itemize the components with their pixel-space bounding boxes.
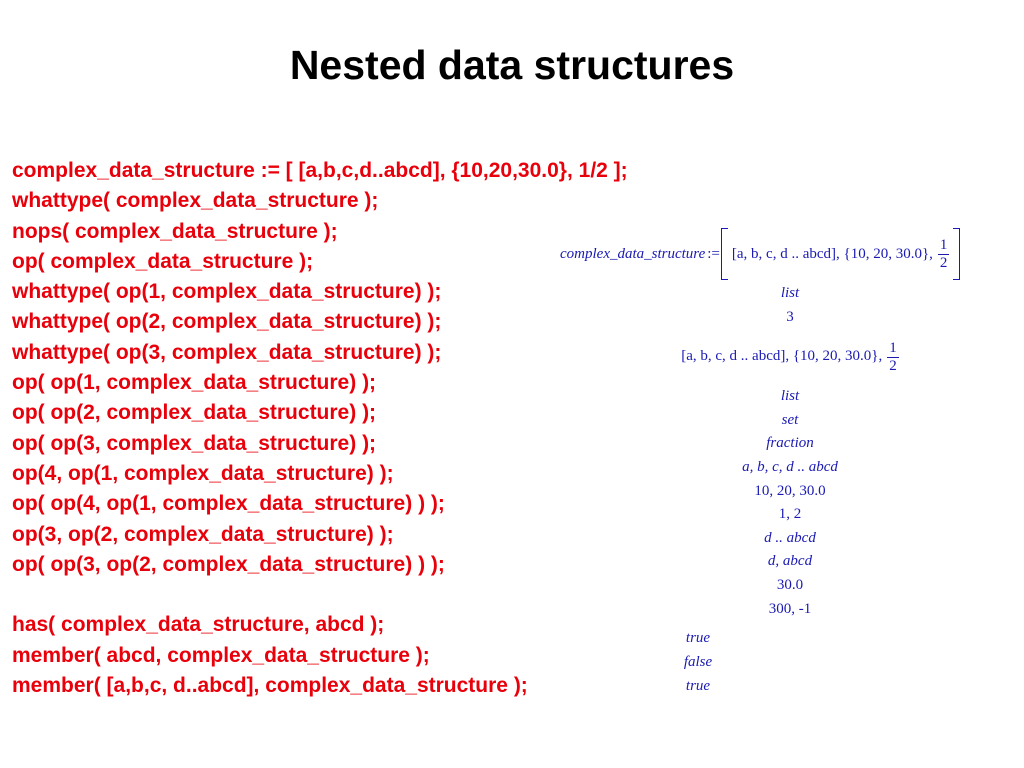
output-line: d, abcd	[767, 553, 813, 570]
output-line	[620, 329, 960, 385]
boolean-output-list	[600, 626, 796, 698]
output-line: 300, -1	[768, 600, 812, 617]
assign-content: [a, b, c, d .. abcd], {10, 20, 30.0},	[731, 245, 933, 262]
assign-name: complex_data_structure	[560, 245, 706, 262]
output-line: true	[685, 630, 711, 646]
fraction-numerator: 1	[939, 236, 948, 253]
output-line: list	[780, 388, 800, 405]
command-line: member( [a,b,c, d..abcd], complex_data_structure );	[12, 674, 528, 698]
command-line: whattype( op(1, complex_data_structure) );	[12, 280, 442, 304]
command-line: op(4, op(1, complex_data_structure) );	[12, 461, 394, 485]
command-line: op(3, op(2, complex_data_structure) );	[12, 522, 394, 546]
command-line: op( op(1, complex_data_structure) );	[12, 371, 377, 395]
command-line: member( abcd, complex_data_structure );	[12, 643, 430, 667]
fraction	[938, 237, 950, 272]
fraction-numerator: 1	[889, 339, 897, 356]
fraction-denominator: 2	[939, 254, 948, 271]
output-line: 30.0	[776, 576, 804, 593]
fraction	[887, 340, 899, 375]
command-line: whattype( op(3, complex_data_structure) );	[12, 340, 442, 364]
command-line: op( op(3, complex_data_structure) );	[12, 431, 377, 455]
page-title: Nested data structures	[289, 42, 735, 88]
output-line: false	[683, 654, 713, 670]
output-line: a, b, c, d .. abcd	[742, 458, 838, 475]
op-result-text: [a, b, c, d .. abcd], {10, 20, 30.0},	[681, 348, 883, 365]
command-line: op( op(3, op(2, complex_data_structure) ) );	[12, 552, 445, 576]
command-line: nops( complex_data_structure );	[12, 219, 338, 243]
command-line: whattype( complex_data_structure );	[12, 189, 379, 213]
output-list	[620, 282, 960, 621]
fraction-denominator: 2	[889, 357, 897, 374]
output-line: true	[685, 678, 711, 694]
output-line: set	[781, 411, 799, 428]
output-line: d .. abcd	[764, 529, 816, 546]
output-line: list	[780, 285, 800, 301]
command-line: whattype( op(2, complex_data_structure) );	[12, 310, 442, 334]
command-line: op( op(4, op(1, complex_data_structure) ) );	[12, 492, 445, 516]
command-line: op( op(2, complex_data_structure) );	[12, 401, 377, 425]
command-line: op( complex_data_structure );	[12, 249, 314, 273]
left-bracket	[721, 228, 728, 280]
command-line: has( complex_data_structure, abcd );	[12, 613, 385, 637]
right-bracket	[953, 228, 960, 280]
command-list	[12, 156, 628, 701]
assign-operator: :=	[707, 245, 720, 262]
assignment-output	[560, 226, 1020, 282]
output-line: 10, 20, 30.0	[754, 482, 826, 499]
output-line: fraction	[766, 435, 814, 452]
command-line: complex_data_structure := [ [a,b,c,d..abcd], {10,20,30.0}, 1/2 ];	[12, 159, 628, 182]
output-line: 3	[786, 308, 794, 325]
output-line: 1, 2	[778, 506, 802, 523]
blank-line	[12, 580, 628, 610]
